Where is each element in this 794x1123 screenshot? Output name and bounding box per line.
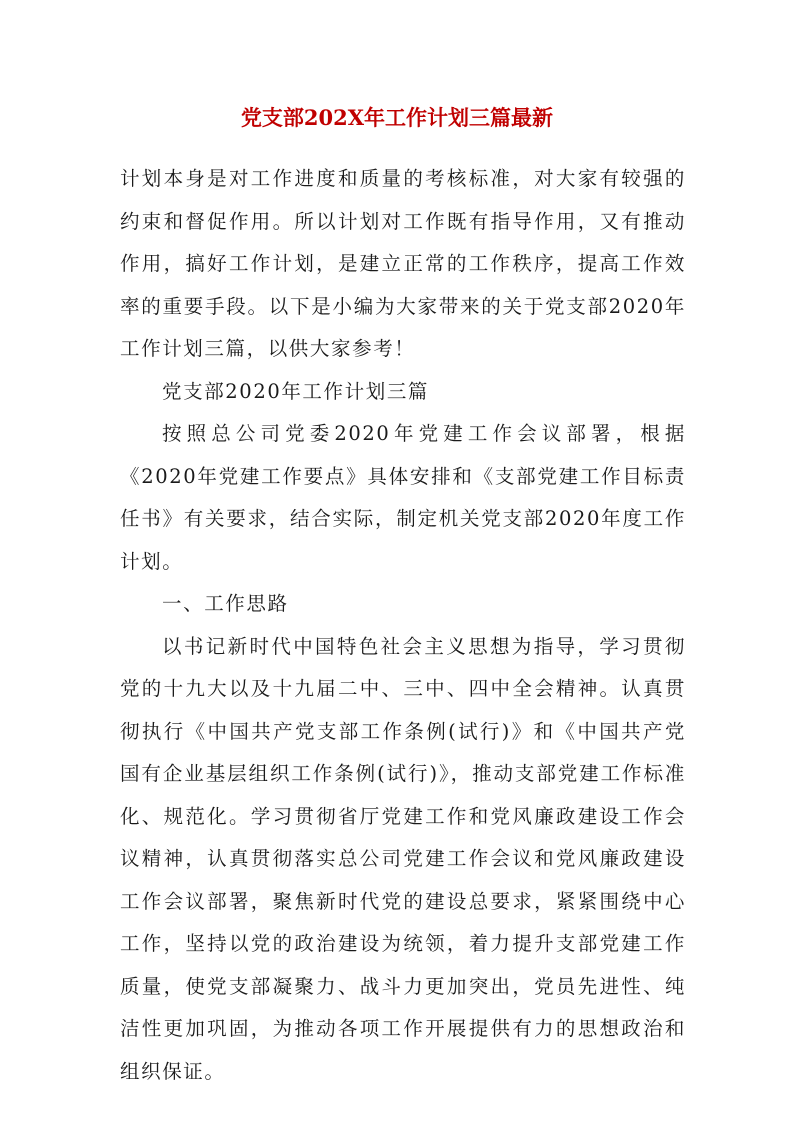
body-paragraph: 以书记新时代中国特色社会主义思想为指导，学习贯彻党的十九大以及十九届二中、三中、四中全会精神。认真贯彻执行《中国共产党支部工作条例(试行)》和《中国共产党国有企业基层组织工作条例(试行)》，推动支部党建工作标准化、规范化。学习贯彻省厅党建工作和党风廉政建设工作会议精神，认真贯彻落实总公司党建工作会议和党风廉政建设工作会议部署，聚焦新时代党的建设总要求，紧紧围绕中心工作，坚持以党的政治建设为统领，着力提升支部党建工作质量，使党支部凝聚力、战斗力更加突出，党员先进性、纯洁性更加巩固，为推动各项工作开展提供有力的思想政治和组织保证。 [120, 634, 686, 1083]
intro-paragraph: 计划本身是对工作进度和质量的考核标准，对大家有较强的约束和督促作用。所以计划对工作既有指导作用，又有推动作用，搞好工作计划，是建立正常的工作秩序，提高工作效率的重要手段。以下是小编为大家带来的关于党支部2020年工作计划三篇，以供大家参考！ [120, 167, 686, 360]
document-title: 党支部202X年工作计划三篇最新 [240, 105, 554, 130]
body-paragraph: 按照总公司党委2020年党建工作会议部署，根据《2020年党建工作要点》具体安排和《支部党建工作目标责任书》有关要求，结合实际，制定机关党支部2020年度工作计划。 [120, 422, 686, 573]
section-heading: 党支部2020年工作计划三篇 [162, 379, 430, 403]
subsection-heading: 一、工作思路 [162, 592, 289, 615]
document-body [120, 158, 686, 1093]
